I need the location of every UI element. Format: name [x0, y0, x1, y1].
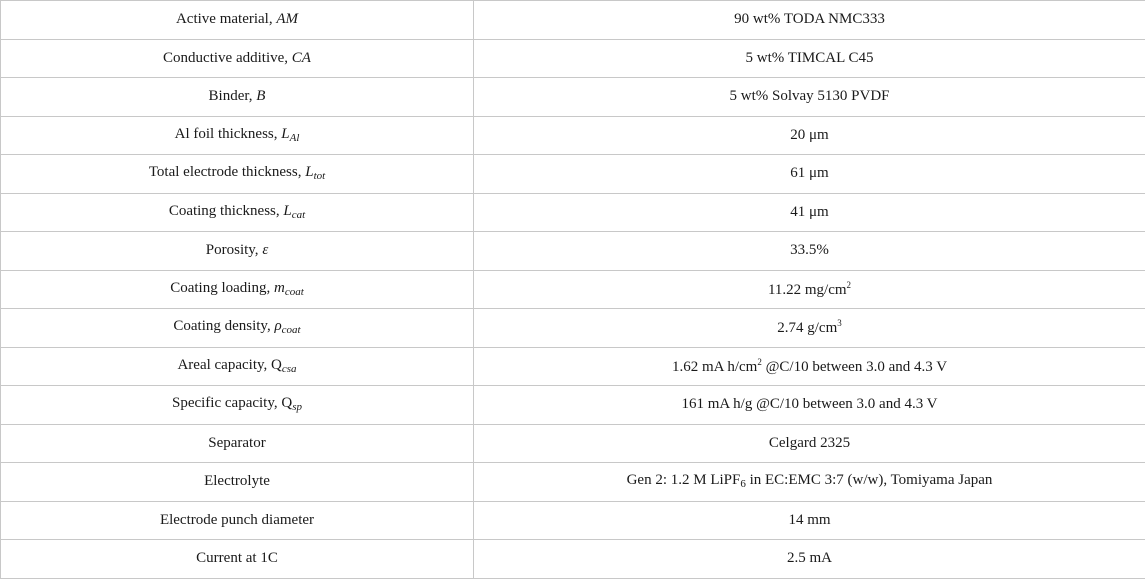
table-row — [1, 309, 1145, 348]
table-row — [1, 347, 1145, 386]
property-value: 5 wt% Solvay 5130 PVDF — [474, 78, 1145, 117]
property-label: Coating density, $\rho_{coat}$ — [1, 309, 474, 348]
table-row — [1, 39, 1145, 78]
property-label: Areal capacity, $Q_{csa}$ — [1, 347, 474, 386]
table-row — [1, 232, 1145, 271]
table-row — [1, 155, 1145, 194]
table-row — [1, 78, 1145, 117]
table-row — [1, 1, 1145, 40]
property-value: 161 mA h/g @C/10 between 3.0 and 4.3 V — [474, 386, 1145, 425]
property-value: 61 μm — [474, 155, 1145, 194]
property-label: Total electrode thickness, $L_{tot}$ — [1, 155, 474, 194]
property-value: 90 wt% TODA NMC333 — [474, 1, 1145, 40]
property-value: 5 wt% TIMCAL C45 — [474, 39, 1145, 78]
table-row — [1, 463, 1145, 502]
table-row — [1, 270, 1145, 309]
property-label: Separator — [1, 424, 474, 463]
property-label: Coating thickness, $L_{cat}$ — [1, 193, 474, 232]
property-label: Current at 1C — [1, 540, 474, 579]
property-label: Electrolyte — [1, 463, 474, 502]
property-value: 1.62 mA $h/cm^2$ @C/10 between 3.0 and 4.3 V — [474, 347, 1145, 386]
table-row — [1, 540, 1145, 579]
property-value: 14 mm — [474, 501, 1145, 540]
table-row — [1, 501, 1145, 540]
property-value: Celgard 2325 — [474, 424, 1145, 463]
property-label: Conductive additive, CA — [1, 39, 474, 78]
property-value: 33.5% — [474, 232, 1145, 271]
property-label: Porosity, ε — [1, 232, 474, 271]
property-label: Electrode punch diameter — [1, 501, 474, 540]
table-row — [1, 386, 1145, 425]
property-label: Al foil thickness, $L_{Al}$ — [1, 116, 474, 155]
property-value: Gen 2: 1.2 M LiPF$_6$ in EC:EMC 3:7 (w/w), Tomiyama Japan — [474, 463, 1145, 502]
property-value: 2.5 mA — [474, 540, 1145, 579]
property-label: Coating loading, $m_{coat}$ — [1, 270, 474, 309]
property-value: 11.22 $mg/cm^2$ — [474, 270, 1145, 309]
table-row — [1, 116, 1145, 155]
table-row — [1, 424, 1145, 463]
table-row — [1, 193, 1145, 232]
property-label: Binder, B — [1, 78, 474, 117]
property-value: 2.74 $g/cm^3$ — [474, 309, 1145, 348]
property-label: Specific capacity, $Q_{sp}$ — [1, 386, 474, 425]
property-label: Active material, AM — [1, 1, 474, 40]
property-value: 41 μm — [474, 193, 1145, 232]
property-value: 20 μm — [474, 116, 1145, 155]
